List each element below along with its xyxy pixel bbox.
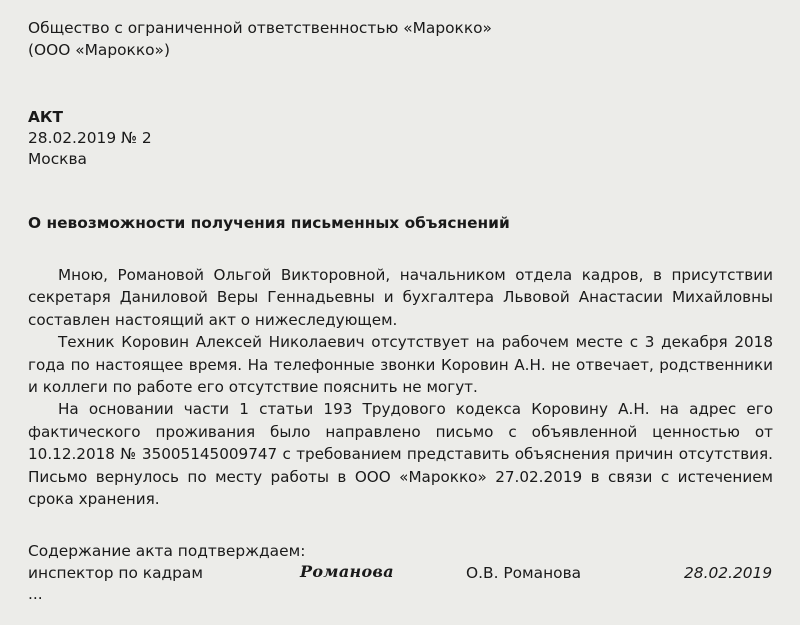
document-date-number: 28.02.2019 № 2	[28, 129, 152, 147]
confirmation-heading: Содержание акта подтверждаем:	[28, 542, 306, 560]
organization-short-name: (ООО «Марокко»)	[28, 41, 170, 59]
body-paragraph-2: Техник Коровин Алексей Николаевич отсутствует на рабочем месте с 3 декабря 2018 года по настоящее время. На телефонные звонки Коровин А.Н. не отвечает, родственники и коллеги по работе его отсутствие пояснить не могут.	[28, 333, 773, 397]
document-title: АКТ	[28, 108, 63, 126]
body-paragraph-1: Мною, Романовой Ольгой Викторовной, начальником отдела кадров, в присутствии секретаря Даниловой Веры Геннадьевны и бухгалтера Львовой Анастасии Михайловны составлен настоящий акт о нижеследующем.	[28, 266, 773, 329]
document-city: Москва	[28, 150, 87, 168]
document-body	[28, 264, 773, 510]
continuation-ellipsis: ...	[28, 585, 43, 603]
organization-full-name: Общество с ограниченной ответственностью «Марокко»	[28, 19, 492, 37]
signature-date: 28.02.2019	[684, 564, 773, 582]
document-subject: О невозможности получения письменных объяснений	[28, 214, 510, 232]
handwritten-signature: Романова	[300, 562, 394, 581]
signer-position: инспектор по кадрам	[28, 564, 203, 582]
signer-name: О.В. Романова	[466, 564, 582, 582]
body-paragraph-3: На основании части 1 статьи 193 Трудового кодекса Коровину А.Н. на адрес его фактического проживания было направлено письмо с объявленной ценностью от 10.12.2018 № 35005145009747 с требованием представить объяснения причин отсутствия. Письмо вернулось по месту работы в ООО «Марокко» 27.02.2019 в связи с истечением срока хранения.	[28, 400, 773, 509]
